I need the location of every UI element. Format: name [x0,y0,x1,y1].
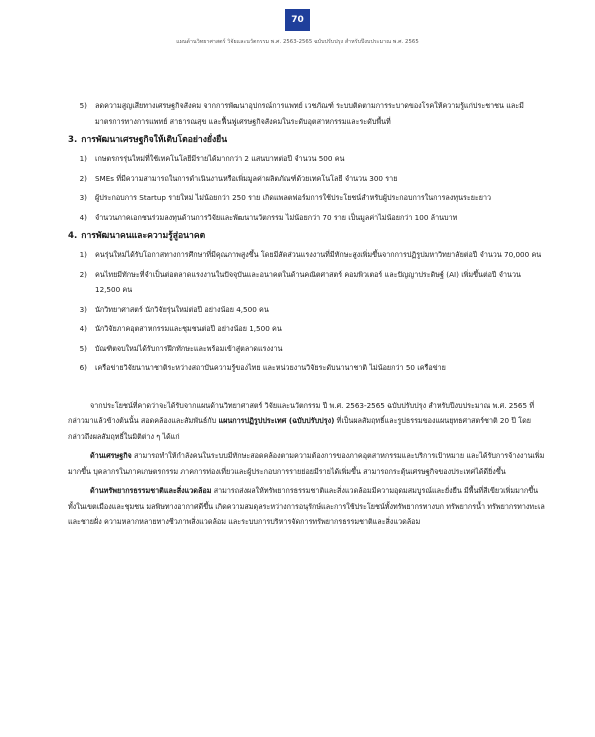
paragraph-environment [68,483,546,530]
section-number: 3. [68,135,78,145]
list-item-number: 2) [79,173,87,183]
paragraph-text: ที่เป็นผลสัมฤทธิ์และรูปธรรมของแผนยุทธศาสตร์ชาติ 20 ปี โดยกล่าวถึงผลสัมฤทธิ์ในมิติต่าง ๆ ได้แก่ [68,416,531,441]
section-title: การพัฒนาเศรษฐกิจให้เติบโตอย่างยั่งยืน [81,135,228,145]
list-item [68,151,546,167]
list-item-text: ผู้ประกอบการ Startup รายใหม่ ไม่น้อยกว่า 250 ราย เกิดแพลตฟอร์มการใช้ประโยชน์สำหรับผู้ประกอบการในการลงทุนระยะยาว [95,193,492,202]
reform-plan-emphasis: แผนการปฏิรูปประเทศ (ฉบับปรับปรุง) [218,416,335,425]
list-item-number: 3) [79,304,87,314]
list-item-text: เครือข่ายวิจัยนานาชาติระหว่างสถาบันความรู้ของไทย และหน่วยงานวิจัยระดับนานาชาติ ไม่น้อยกว่า 50 เครือข่าย [95,363,446,372]
page-number-badge [285,9,310,31]
list-item [68,321,546,337]
list-item [68,302,546,318]
paragraph-economy [68,448,546,479]
list-item-text: ลดความสูญเสียทางเศรษฐกิจสังคม จากการพัฒนาอุปกรณ์การแพทย์ เวชภัณฑ์ ระบบติดตามการระบาดของโรคให้ความรู้แก่ประชาชน และมีมาตรการทางการแพทย์ สาธารณสุข และฟื้นฟูเศรษฐกิจสังคมในระดับอุตสาหกรรมและระดับพื้นที่ [95,101,524,126]
section-heading-4 [68,228,546,244]
list-item-text: จำนวนภาคเอกชนร่วมลงทุนด้านการวิจัยและพัฒนานวัตกรรม ไม่น้อยกว่า 70 ราย เป็นมูลค่าไม่น้อยกว่า 100 ล้านบาท [95,212,458,222]
summary-paragraphs [68,398,546,530]
list-item-number: 1) [79,154,87,163]
list-item-text: บัณฑิตจบใหม่ได้รับการฝึกทักษะและพร้อมเข้าสู่ตลาดแรงงาน [95,343,283,353]
list-item [68,267,546,298]
list-item-number: 1) [79,250,87,259]
document-body [68,98,546,530]
page-number: 70 [291,15,304,25]
list-item [68,341,546,357]
list-item-text: เกษตรกรรุ่นใหม่ที่ใช้เทคโนโลยีมีรายได้มากกว่า 2 แสนบาทต่อปี จำนวน 500 คน [95,154,345,163]
list-item-number: 6) [79,363,87,372]
section-title: การพัฒนาคนและความรู้สู่อนาคต [81,231,206,241]
list-item [68,247,546,263]
list-item-number: 4) [79,212,87,222]
paragraph-text: สามารถส่งผลให้ทรัพยากรธรรมชาติและสิ่งแวดล้อมมีความอุดมสมบูรณ์และยั่งยืน มีพื้นที่สีเขียวเพิ่มมากขึ้นทั้งในเขตเมืองและชุมชน มลพิษทางอากาศดีขึ้น เกิดความสมดุลระหว่างการอนุรักษ์และการใช้ประโยชน์ทั้งทรัพยากรทางบก ทรัพยากรน้ำ ทรัพยากรทางทะเลและชายฝั่ง ความหลากหลายทางชีวภาพสิ่งแวดล้อม และระบบการบริหารจัดการทรัพยากรธรรมชาติและสิ่งแวดล้อม [68,486,545,526]
list-item [68,210,546,226]
list-item-number: 3) [79,193,87,202]
list-item-number: 2) [79,269,87,279]
list-item [68,171,546,187]
list-item-text: SMEs ที่มีความสามารถในการดำเนินงานหรือเพิ่มมูลค่าผลิตภัณฑ์ด้วยเทคโนโลยี จำนวน 300 ราย [95,173,398,183]
list-item [68,98,546,129]
list-item-text: คนรุ่นใหม่ได้รับโอกาสทางการศึกษาที่มีคุณภาพสูงขึ้น โดยมีสัดส่วนแรงงานที่มีทักษะสูงเพิ่มขึ้นจากการปฏิรูปมหาวิทยาลัยต่อปี จำนวน 70,000 คน [95,250,542,259]
paragraph-text: สามารถทำให้กำลังคนในระบบมีทักษะสอดคล้องตามความต้องการของภาคอุตสาหกรรมและบริการเป้าหมาย และได้รับการจ้างงานเพิ่มมากขึ้น บุคลากรในภาคเกษตรกรรม ภาคการท่องเที่ยวและผู้ประกอบการรายย่อยมีรายได้เพิ่มขึ้น สามารถกระตุ้นเศรษฐกิจของประเทศได้ดียิ่งขึ้น [68,451,545,476]
list-item [68,190,546,206]
list-item-number: 5) [79,101,87,110]
paragraph-text: จากประโยชน์ที่คาดว่าจะได้รับจากแผนด้านวิทยาศาสตร์ วิจัยและนวัตกรรม ปี พ.ศ. 2563-2565 ฉบับปรับปรุง สำหรับปีงบประมาณ พ.ศ. 2565 ที่กล่าวมาแล้วข้างต้นนั้น สอดคล้องและสัมพันธ์กับ [68,400,535,425]
list-item-number: 5) [79,343,87,353]
list-item-text: นักวิจัยภาคอุตสาหกรรมและชุมชนต่อปี อย่างน้อย 1,500 คน [95,324,282,333]
paragraph-intro [68,398,546,445]
environment-heading: ด้านทรัพยากรธรรมชาติและสิ่งแวดล้อม [90,486,212,495]
list-item-text: นักวิทยาศาสตร์ นักวิจัยรุ่นใหม่ต่อปี อย่างน้อย 4,500 คน [95,304,269,314]
section-heading-3 [68,132,546,148]
running-header: แผนด้านวิทยาศาสตร์ วิจัยและนวัตกรรม พ.ศ. 2563-2565 ฉบับปรับปรุง สำหรับปีงบประมาณ พ.ศ. 2565 [176,39,419,45]
list-item-number: 4) [79,324,87,333]
section-number: 4. [68,231,78,241]
list-item-text: คนไทยมีทักษะที่จำเป็นต่อตลาดแรงงานในปัจจุบันและอนาคตในด้านคณิตศาสตร์ คอมพิวเตอร์ และปัญญาประดิษฐ์ (AI) เพิ่มขึ้นต่อปี จำนวน 12,500 คน [95,269,521,294]
economy-heading: ด้านเศรษฐกิจ [90,451,132,460]
list-item [68,360,546,376]
